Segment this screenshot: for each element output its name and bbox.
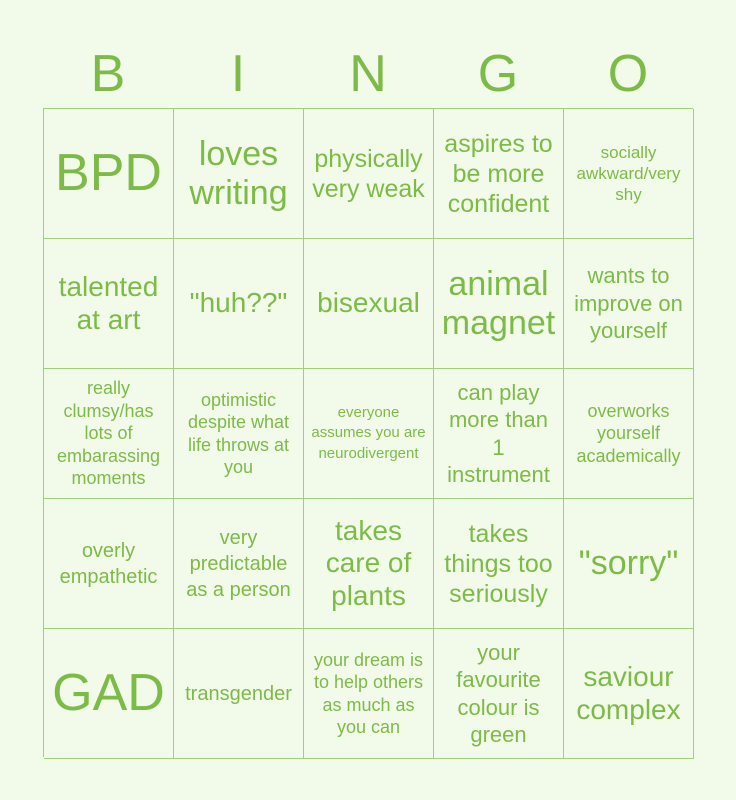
bingo-cell-text: transgender	[185, 682, 292, 705]
bingo-cell-r1c1[interactable]	[44, 109, 174, 239]
header-letter-b: B	[90, 45, 126, 103]
bingo-cell-r1c3[interactable]	[304, 109, 434, 239]
bingo-cell-text: overworks yourself academically	[576, 400, 681, 466]
bingo-cell-text: BPD	[55, 144, 162, 203]
bingo-cell-text: optimistic despite what life throws at you	[187, 389, 290, 477]
bingo-cell-text: GAD	[52, 664, 165, 723]
bingo-cell-r2c5[interactable]	[564, 239, 694, 369]
bingo-cell-r3c4[interactable]	[434, 369, 564, 499]
bingo-cell-text: loves writing	[189, 135, 288, 212]
header-letter-n: N	[349, 45, 387, 103]
bingo-cell-text: everyone assumes you are neurodivergent	[311, 404, 426, 462]
bingo-cell-r3c2[interactable]	[174, 369, 304, 499]
bingo-cell-text: takes care of plants	[325, 515, 412, 611]
bingo-cell-r4c5[interactable]	[564, 499, 694, 629]
header-letter-i: I	[230, 45, 246, 103]
bingo-cell-text: "huh??"	[189, 287, 288, 319]
bingo-cell-text: physically very weak	[312, 144, 425, 203]
bingo-cell-text: overly empathetic	[59, 539, 158, 588]
bingo-cell-text: really clumsy/has lots of embarassing moments	[56, 378, 161, 489]
bingo-cell-text: talented at art	[58, 271, 159, 335]
bingo-cell-r5c5[interactable]	[564, 629, 694, 759]
bingo-grid	[43, 108, 693, 757]
bingo-cell-text: very predictable as a person	[186, 526, 291, 601]
bingo-header	[43, 40, 693, 108]
bingo-cell-r3c3[interactable]	[304, 369, 434, 499]
bingo-cell-r5c2[interactable]	[174, 629, 304, 759]
bingo-cell-r3c5[interactable]	[564, 369, 694, 499]
bingo-cell-text: takes things too seriously	[444, 519, 553, 608]
bingo-cell-r5c4[interactable]	[434, 629, 564, 759]
bingo-cell-r2c4[interactable]	[434, 239, 564, 369]
bingo-cell-text: animal magnet	[441, 265, 556, 342]
bingo-cell-r4c2[interactable]	[174, 499, 304, 629]
bingo-cell-text: aspires to be more confident	[444, 129, 553, 218]
bingo-cell-text: "sorry"	[578, 544, 679, 583]
bingo-cell-r2c2[interactable]	[174, 239, 304, 369]
bingo-cell-r4c3[interactable]	[304, 499, 434, 629]
bingo-cell-r5c3[interactable]	[304, 629, 434, 759]
bingo-cell-text: your favourite colour is green	[456, 639, 541, 747]
bingo-cell-r1c4[interactable]	[434, 109, 564, 239]
bingo-cell-r3c1[interactable]	[44, 369, 174, 499]
bingo-cell-r4c1[interactable]	[44, 499, 174, 629]
bingo-cell-text: wants to improve on yourself	[574, 263, 683, 344]
bingo-cell-text: your dream is to help others as much as you can	[313, 649, 424, 737]
bingo-cell-r1c5[interactable]	[564, 109, 694, 239]
bingo-cell-r2c1[interactable]	[44, 239, 174, 369]
bingo-cell-r2c3[interactable]	[304, 239, 434, 369]
bingo-cell-text: socially awkward/very shy	[576, 142, 681, 205]
bingo-cell-r5c1[interactable]	[44, 629, 174, 759]
header-letter-g: G	[477, 45, 519, 103]
bingo-cell-text: bisexual	[317, 287, 420, 319]
header-letter-o: O	[607, 45, 649, 103]
bingo-cell-text: saviour complex	[576, 661, 681, 725]
bingo-cell-r1c2[interactable]	[174, 109, 304, 239]
bingo-cell-r4c4[interactable]	[434, 499, 564, 629]
bingo-cell-text: can play more than 1 instrument	[447, 379, 550, 487]
